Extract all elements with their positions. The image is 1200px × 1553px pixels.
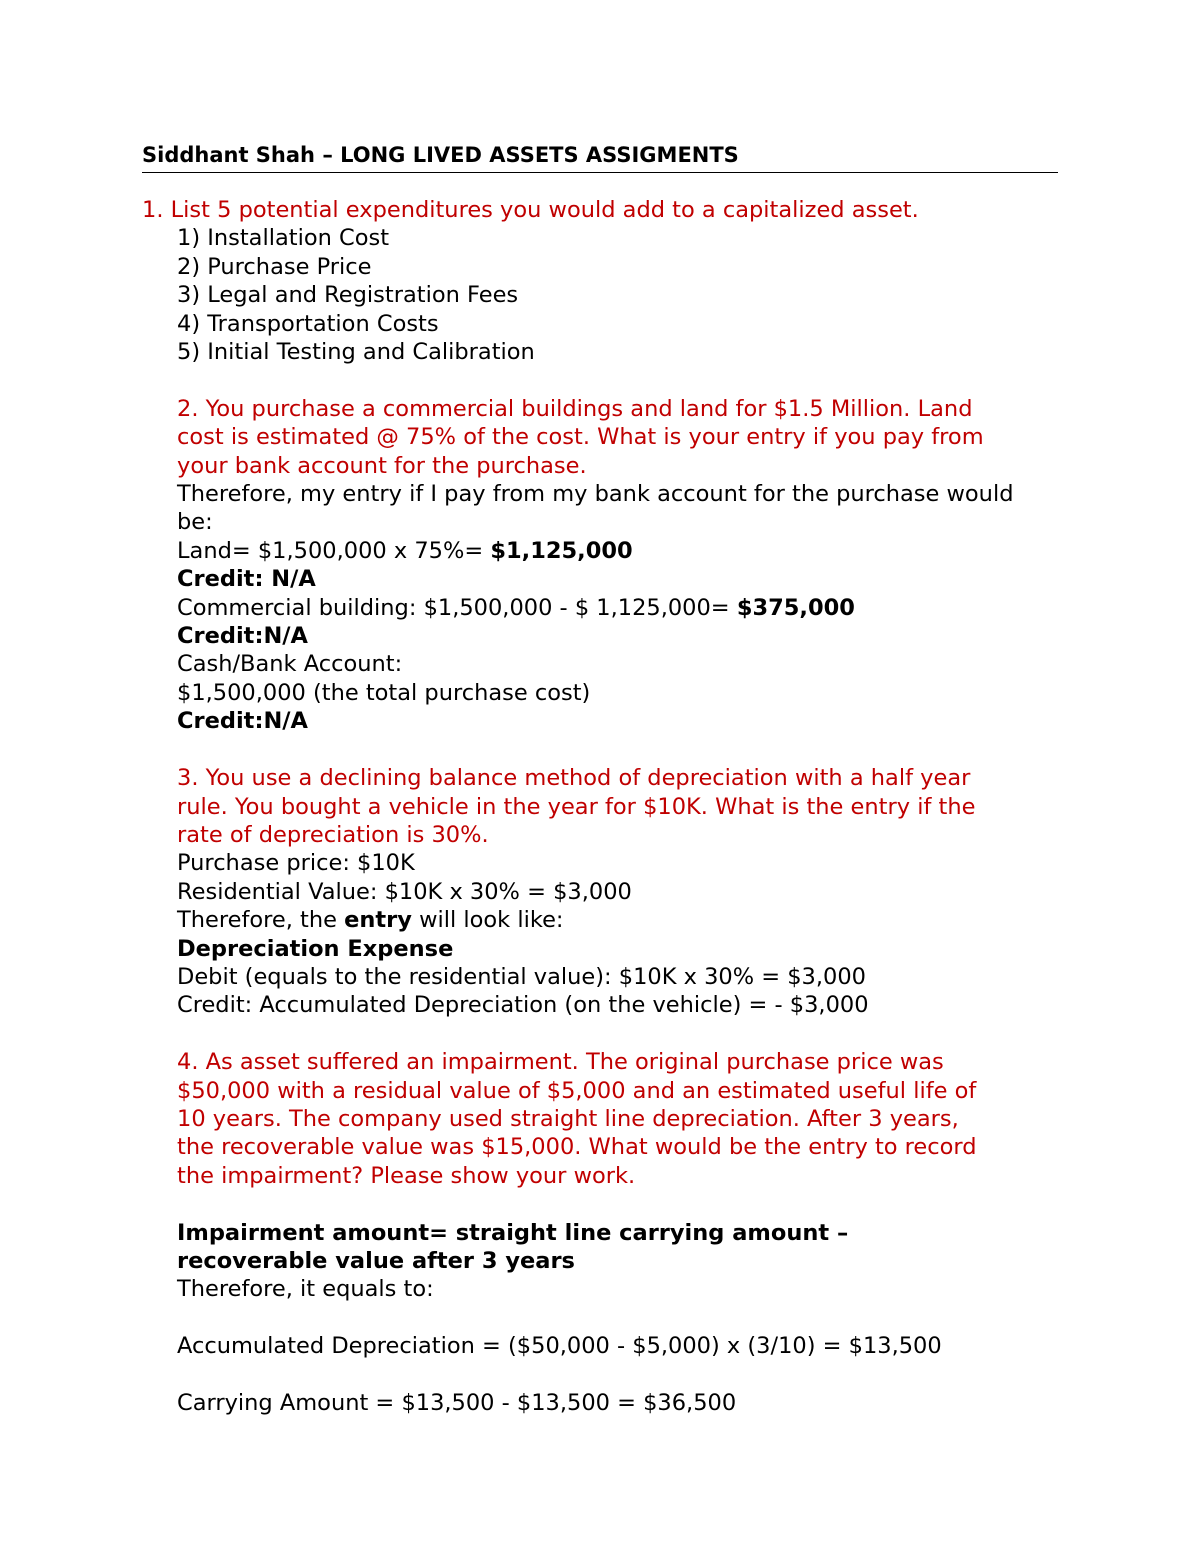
list-item: 5) Initial Testing and Calibration — [177, 339, 535, 366]
expenditure-list — [142, 224, 1062, 366]
list-item: 4) Transportation Costs — [177, 310, 439, 337]
debit-line: Debit (equals to the residential value): $10K x 30% = $3,000 — [177, 963, 866, 990]
question-4-block — [142, 1048, 1062, 1417]
accumulated-depreciation: Accumulated Depreciation = ($50,000 - $5,000) x (3/10) = $13,500 — [177, 1333, 942, 1360]
answer-2-intro: Therefore, my entry if I pay from my bank account for the purchase would — [177, 481, 1014, 508]
credit-line: Credit: N/A — [177, 566, 316, 593]
impairment-formula: recoverable value after 3 years — [177, 1247, 575, 1274]
document-title: Siddhant Shah – LONG LIVED ASSETS ASSIGMENTS — [142, 143, 739, 167]
impairment-formula: Impairment amount= straight line carrying amount – — [177, 1219, 849, 1246]
credit-line: Credit: Accumulated Depreciation (on the vehicle) = - $3,000 — [177, 992, 869, 1019]
credit-line: Credit:N/A — [177, 623, 308, 650]
question-4-line: the recoverable value was $15,000. What would be the entry to record — [177, 1134, 977, 1161]
list-item: 3) Legal and Registration Fees — [177, 282, 519, 309]
carrying-amount: Carrying Amount = $13,500 - $13,500 = $36,500 — [177, 1389, 737, 1416]
list-item: 2) Purchase Price — [177, 253, 372, 280]
question-4-line: 10 years. The company used straight line depreciation. After 3 years, — [177, 1105, 959, 1132]
question-3-line: 3. You use a declining balance method of depreciation with a half year — [177, 765, 971, 792]
credit-line: Credit:N/A — [177, 708, 308, 735]
residential-value: Residential Value: $10K x 30% = $3,000 — [177, 878, 632, 905]
answer-2-intro: be: — [177, 509, 213, 536]
question-4-line: the impairment? Please show your work. — [177, 1162, 636, 1189]
building-value: $375,000 — [736, 594, 855, 621]
question-2-line: 2. You purchase a commercial buildings and land for $1.5 Million. Land — [177, 395, 973, 422]
land-entry: Land= $1,500,000 x 75%= $1,125,000 — [177, 537, 633, 564]
purchase-price: Purchase price: $10K — [177, 850, 415, 877]
question-1: 1. List 5 potential expenditures you would add to a capitalized asset. — [142, 197, 919, 223]
question-4-line: $50,000 with a residual value of $5,000 and an estimated useful life of — [177, 1077, 977, 1104]
title-underline — [142, 140, 1058, 173]
cash-label: Cash/Bank Account: — [177, 651, 403, 678]
entry-intro: Therefore, the entry will look like: — [177, 907, 564, 934]
building-entry: Commercial building: $1,500,000 - $ 1,125,000= $375,000 — [177, 594, 855, 621]
depreciation-heading: Depreciation Expense — [177, 935, 454, 962]
cash-value: $1,500,000 (the total purchase cost) — [177, 679, 591, 706]
question-2-line: your bank account for the purchase. — [177, 452, 587, 479]
question-3-line: rule. You bought a vehicle in the year for $10K. What is the entry if the — [177, 793, 976, 820]
land-value: $1,125,000 — [490, 537, 633, 564]
question-3-block — [142, 764, 1062, 1020]
question-4-line: 4. As asset suffered an impairment. The original purchase price was — [177, 1049, 944, 1076]
document-body — [142, 196, 1062, 1417]
question-2-block — [142, 395, 1062, 736]
question-2-line: cost is estimated @ 75% of the cost. What is your entry if you pay from — [177, 424, 984, 451]
list-item: 1) Installation Cost — [177, 225, 390, 252]
question-3-line: rate of depreciation is 30%. — [177, 821, 489, 848]
therefore-line: Therefore, it equals to: — [177, 1276, 434, 1303]
